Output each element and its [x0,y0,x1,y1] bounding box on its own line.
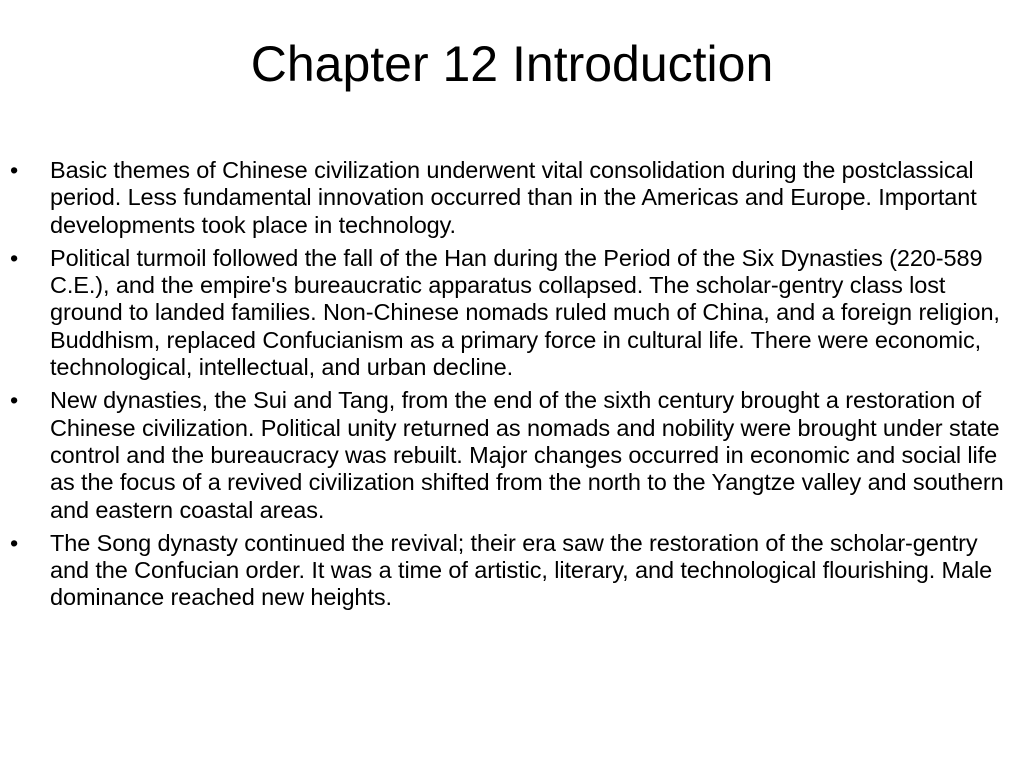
bullet-list [0,157,1024,618]
bullet-icon: • [10,157,19,183]
bullet-text: New dynasties, the Sui and Tang, from the end of the sixth century brought a restoration of Chinese civilization. Political unity returned as nomads and nobility were brought under state control and the bureaucracy was rebuilt. Major changes occurred in economic and social life as the focus of a revived civilization shifted from the north to the Yangtze valley and southern and eastern coastal areas. [50,387,1004,523]
bullet-text: Basic themes of Chinese civilization underwent vital consolidation during the postclassical period. Less fundamental innovation occurred than in the Americas and Europe. Important developments took place in technology. [50,157,977,238]
bullet-icon: • [10,529,19,556]
slide-title: Chapter 12 Introduction [250,36,774,92]
bullet-item [0,530,1024,612]
bullet-item [0,245,1024,381]
bullet-text: The Song dynasty continued the revival; their era saw the restoration of the scholar-gentry and the Confucian order. It was a time of artistic, literary, and technological flourishing. Male dominance reached new heights. [50,529,993,611]
bullet-icon: • [10,244,19,271]
bullet-text: Political turmoil followed the fall of the Han during the Period of the Six Dynasties (220-589 C.E.), and the empire's bureaucratic apparatus collapsed. The scholar-gentry class lost ground to landed families. Non-Chinese nomads ruled much of China, and a foreign religion, Buddhism, replaced Confucianism as a primary force in cultural life. There were economic, technological, intellectual, and urban decline. [50,244,1000,381]
bullet-icon: • [10,387,19,414]
bullet-item [0,157,1024,239]
bullet-item [0,387,1024,523]
